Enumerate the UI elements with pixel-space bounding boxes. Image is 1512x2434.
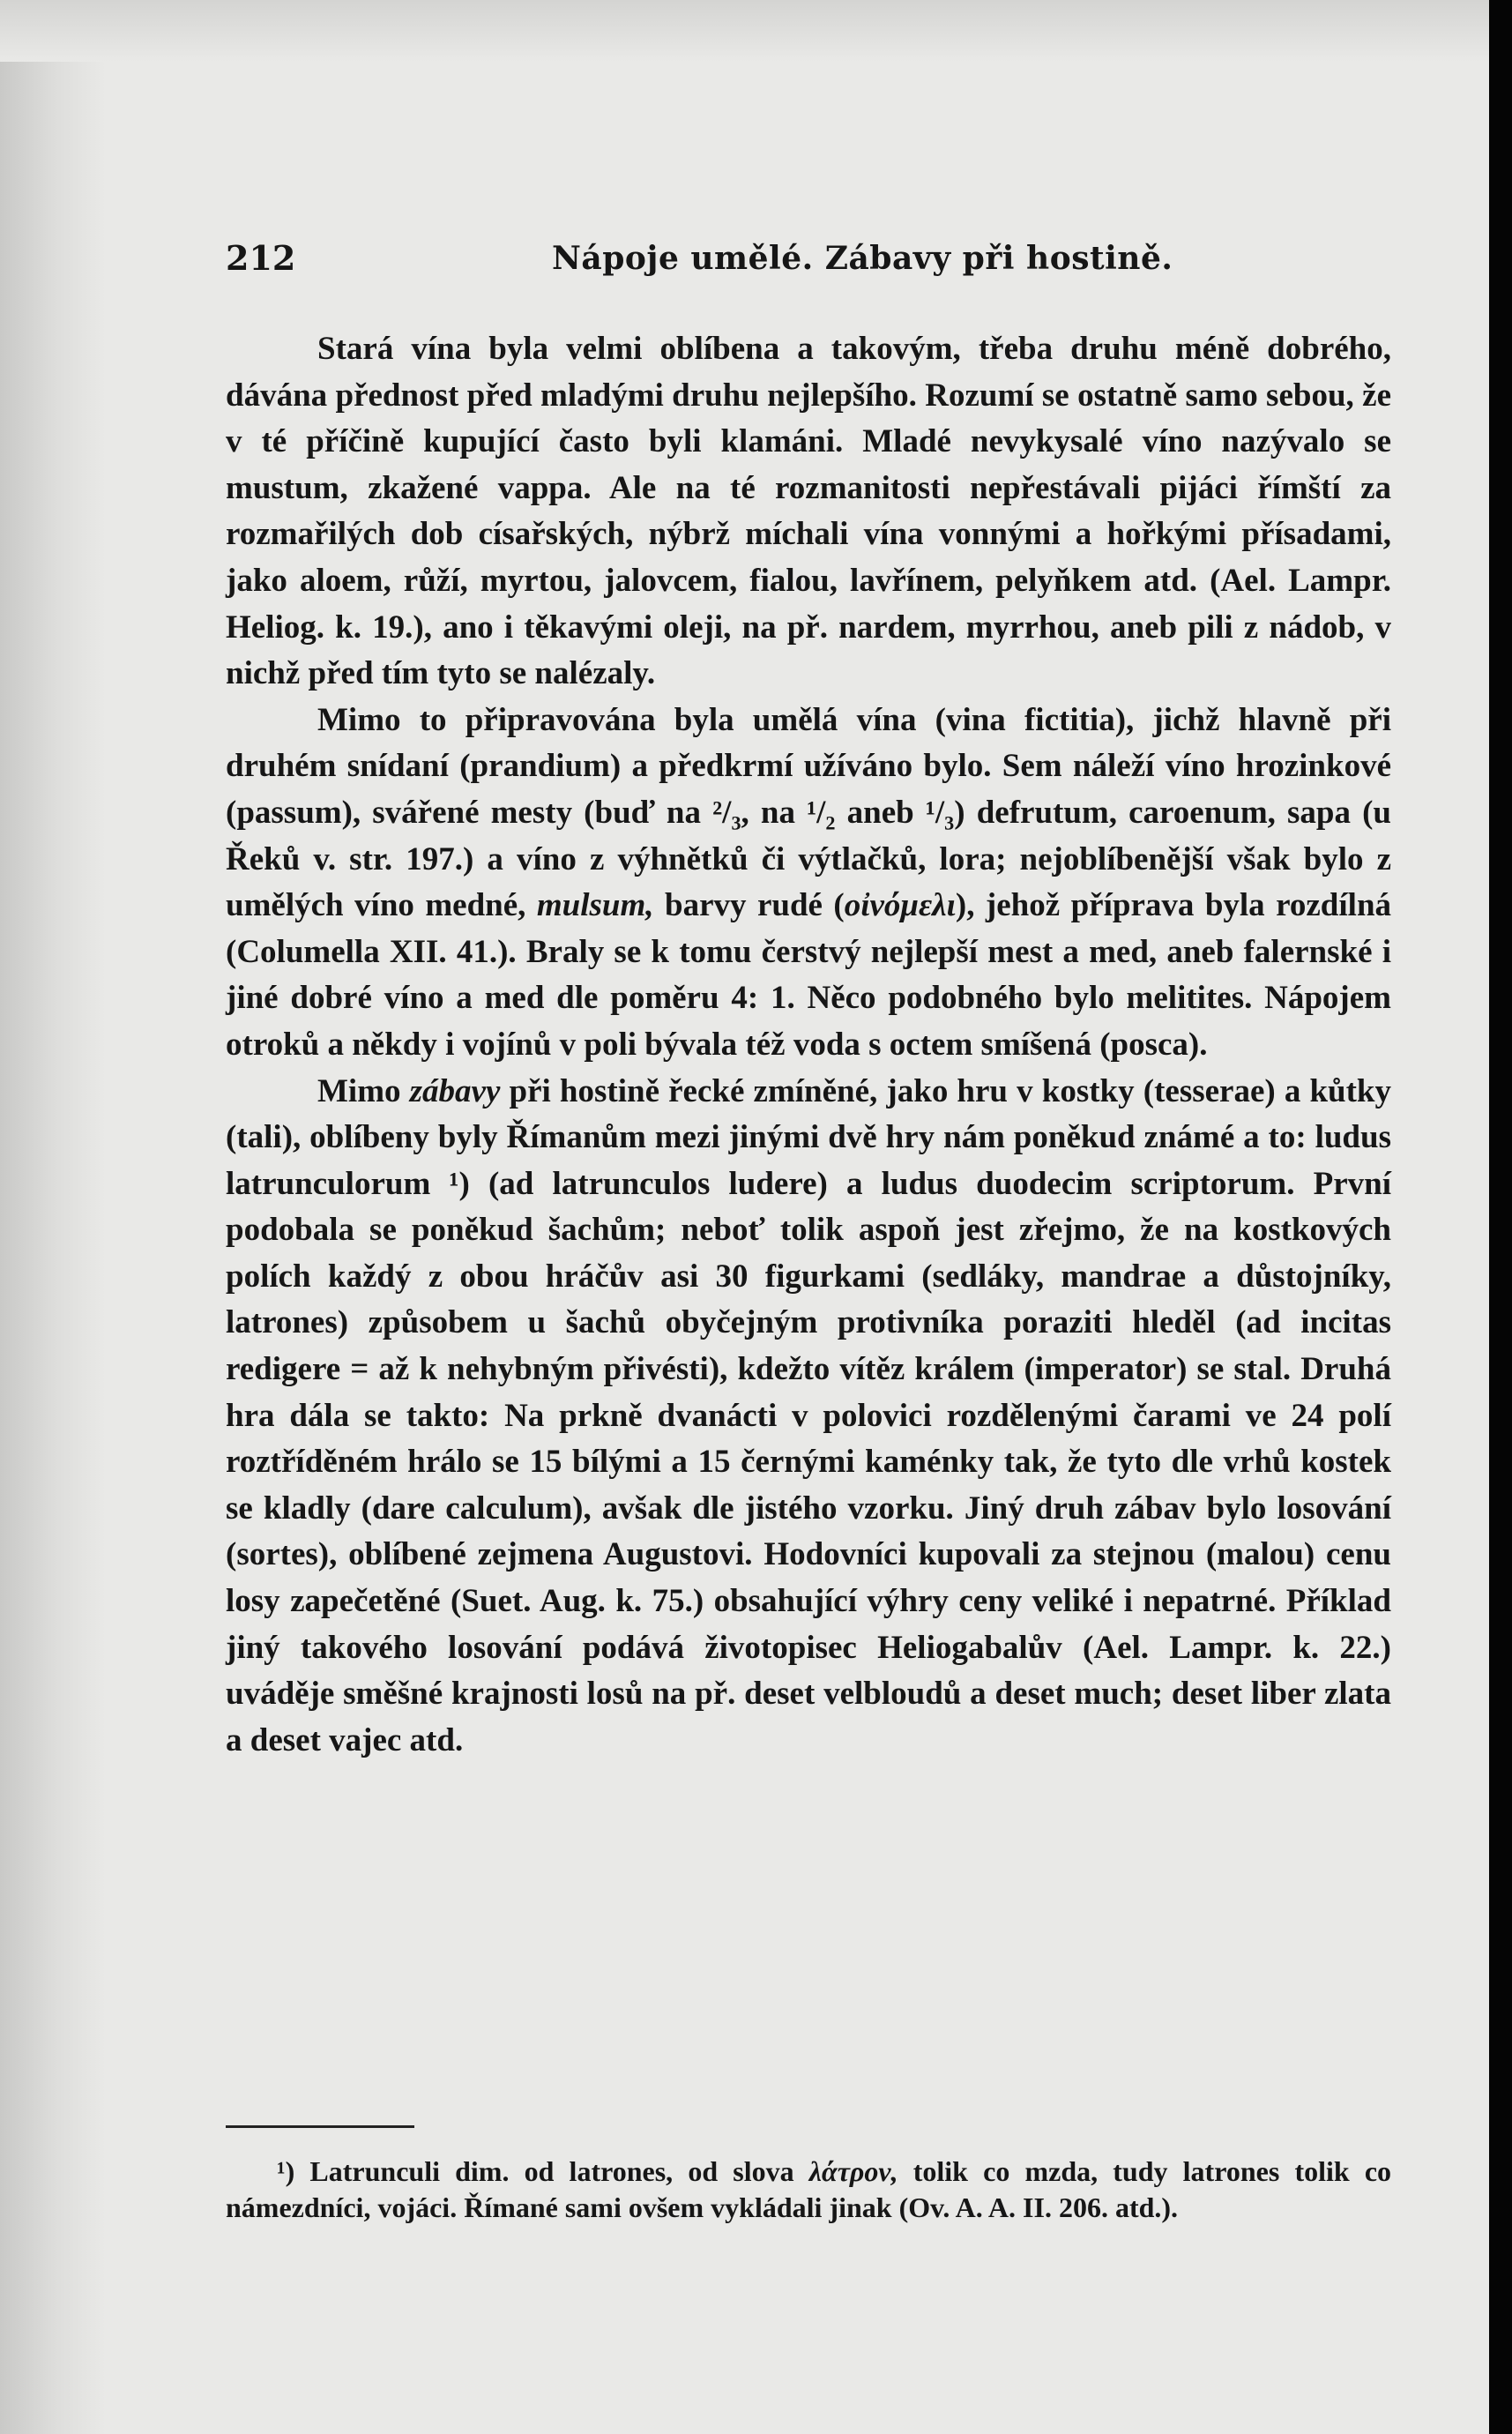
running-title: Nápoje umělé. Zábavy při hostině. [552, 240, 1173, 277]
footnote-text-b: tolik co mzda, tudy latrones tolik co námezdníci, vojáci. Římané sami ovšem vykládali jinak (Ov. A. A. II. 206. atd.). [226, 2155, 1392, 2223]
paragraph-2-part-a: Mimo to připravována byla umělá vína (vina fictitia), jichž hlavně při druhém snídaní (prandium) a předkrmí užíváno bylo. Sem náleží víno hrozinkové (passum), svářené mesty (buď na ²/₃, na ¹/₂ aneb ¹/₃) defrutum, caroenum, sapa (u Řeků v. str. 197.) a víno z výhnětků či výtlačků, lora; nejoblíbenější však bylo z umělých víno medné, [226, 701, 1391, 924]
paragraph-3-part-b: při hostině řecké zmíněné, jako hru v kostky (tesserae) a kůtky (tali), oblíbeny byly Římanům mezi jinými dvě hry nám poněkud známé a to: ludus latrunculorum ¹) (ad latrunculos ludere) a ludus duodecim scriptorum. První podobala se poněkud šachům; neboť tolik aspoň jest zřejmo, že na kostkových polích každý z obou hráčův asi 30 figurkami (sedláky, mandrae a důstojníky, latrones) způsobem u šachů obyčejným protivníka poraziti hleděl (ad incitas redigere = až k nehybným přivésti), kdežto vítěz králem (imperator) se stal. Druhá hra dála se takto: Na prkně dvanácti v polovici rozdělenými čarami ve 24 polí roztříděném hrálo se 15 bílými a 15 černými kaménky tak, že tyto dle vrhů kostek se kladly (dare calculum), avšak dle jistého vzorku. Jiný druh zábav bylo losování (sortes), oblíbené zejmena Augustovi. Hodovníci kupovali za stejnou (malou) cenu losy zapečetěné (Suet. Aug. k. 75.) obsahující výhry ceny veliké i nepatrné. Příklad jiný takového losování podává životopisec Heliogabalův (Ael. Lampr. k. 22.) uváděje směšné krajnosti losů na př. deset velbloudů a deset much; deset liber zlata a deset vajec atd. [226, 1072, 1391, 1758]
main-text [226, 326, 1391, 1764]
footnote-text-a: ¹) Latrunculi dim. od latrones, od slova [277, 2155, 794, 2187]
running-head [226, 238, 1363, 282]
greek-term: οἰνόμελι [844, 887, 956, 924]
paragraph-3 [226, 1069, 1391, 1765]
footnote-divider [226, 2125, 414, 2128]
paragraph-2-part-b: barvy rudé ( [665, 887, 845, 924]
term-zabavy: zábavy [409, 1072, 501, 1109]
paragraph-2-part-c: ), jehož příprava byla rozdílná (Columella XII. 41.). Braly se k tomu čerstvý nejlepší mest a med, aneb falernské i jiné dobré víno a med dle poměru 4: 1. Něco podobného bylo melitites. Nápojem otroků a někdy i vojínů v poli bývala též voda s octem smíšená (posca). [226, 887, 1392, 1063]
page-number: 212 [226, 238, 296, 278]
term-mulsum: mulsum, [536, 887, 654, 924]
paragraph-3-part-a: Mimo [317, 1072, 401, 1109]
footnote [226, 2154, 1391, 2226]
scan-border-right [1489, 0, 1512, 2434]
paragraph-1: Stará vína byla velmi oblíbena a takovým, třeba druhu méně dobrého, dávána přednost před mladými druhu nejlepšího. Rozumí se ostatně samo sebou, že v té příčině kupující často byli klamáni. Mladé nevykysalé víno nazývalo se mustum, zkažené vappa. Ale na té rozmanitosti nepřestávali pijáci římští za rozmařilých dob císařských, nýbrž míchali vína vonnými a hořkými přísadami, jako aloem, růží, myrtou, jalovcem, fialou, lavřínem, pelyňkem atd. (Ael. Lampr. Heliog. k. 19.), ano i těkavými oleji, na př. nardem, myrrhou, aneb pili z nádob, v nichž před tím tyto se nalézaly. [226, 331, 1391, 692]
footnote-greek: λάτρον, [808, 2155, 898, 2187]
paragraph-2 [226, 698, 1391, 1069]
